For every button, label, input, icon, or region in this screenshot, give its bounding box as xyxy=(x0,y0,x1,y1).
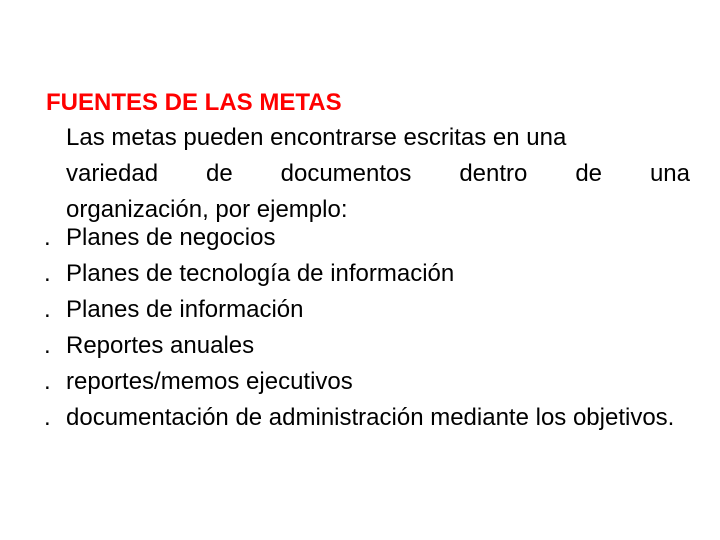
list-item-text: Planes de tecnología de información xyxy=(66,260,455,287)
bullet-mark: . xyxy=(44,296,51,323)
bullet-mark: . xyxy=(44,368,51,395)
list-item xyxy=(44,328,704,364)
list-item-text: Planes de negocios xyxy=(66,224,276,251)
intro-paragraph xyxy=(66,120,690,228)
slide-title: FUENTES DE LAS METAS xyxy=(46,89,342,116)
bullet-mark: . xyxy=(44,224,51,251)
list-item xyxy=(44,400,704,436)
list-item-text: reportes/memos ejecutivos xyxy=(66,368,353,395)
bullet-mark: . xyxy=(44,260,51,287)
intro-line: organización, por ejemplo: xyxy=(66,196,348,223)
list-item xyxy=(44,220,704,256)
list-item-text: documentación de administración mediante los objetivos. xyxy=(66,404,675,431)
goal-sources-list xyxy=(44,220,704,436)
list-item xyxy=(44,292,704,328)
list-item xyxy=(44,364,704,400)
intro-line: variedad de documentos dentro de una xyxy=(66,160,690,187)
list-item xyxy=(44,256,704,292)
bullet-mark: . xyxy=(44,404,51,431)
list-item-text: Reportes anuales xyxy=(66,332,255,359)
bullet-mark: . xyxy=(44,332,51,359)
intro-line: Las metas pueden encontrarse escritas en una xyxy=(66,124,567,151)
list-item-text: Planes de información xyxy=(66,296,304,323)
